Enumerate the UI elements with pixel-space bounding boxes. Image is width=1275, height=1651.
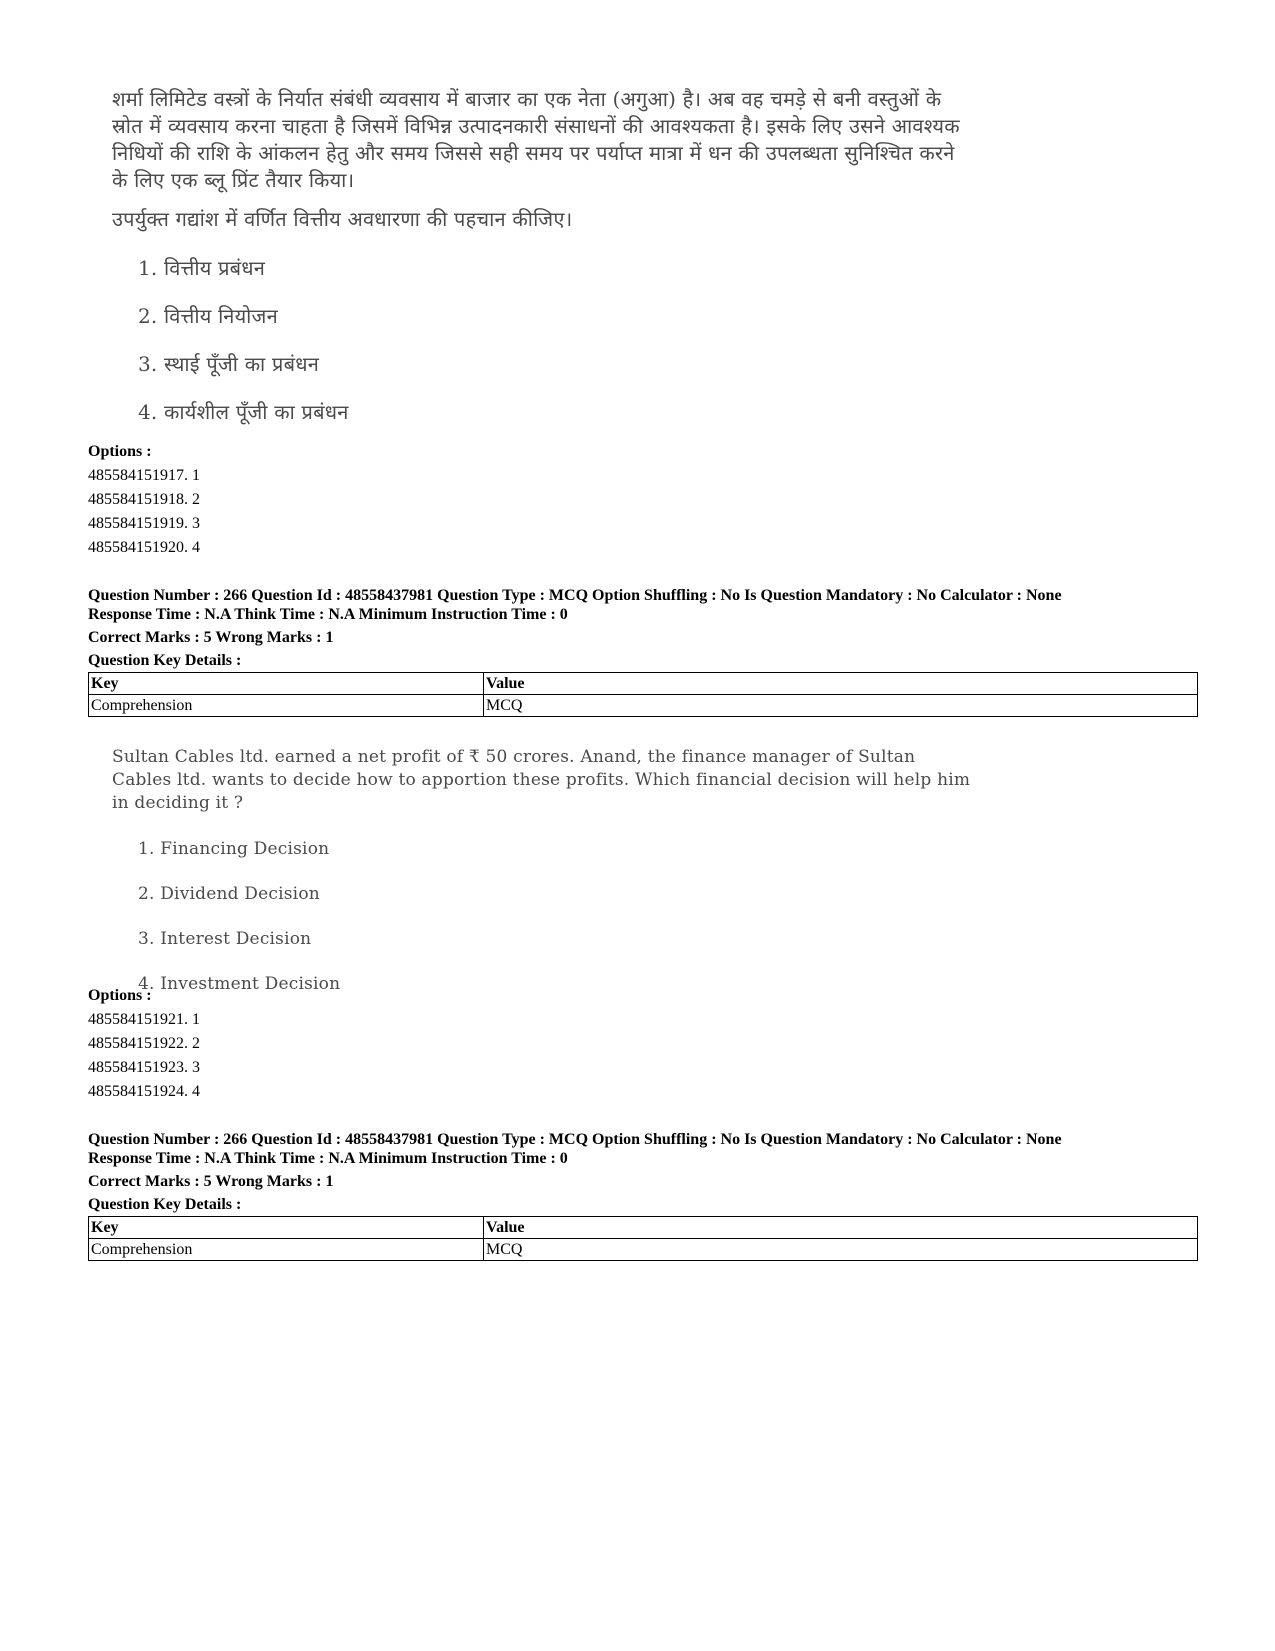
question-choice: 4. कार्यशील पूँजी का प्रबंधन — [138, 400, 349, 424]
question-meta — [88, 586, 1198, 717]
table-cell-key: Comprehension — [89, 1239, 484, 1261]
marks-line: Correct Marks : 5 Wrong Marks : 1 — [88, 1173, 334, 1190]
question-choice: 4. Investment Decision — [138, 974, 341, 994]
table-cell-value: MCQ — [484, 1239, 1198, 1261]
options-block — [88, 440, 1198, 560]
option-item: 485584151922. 2 — [88, 1035, 200, 1052]
table-row — [89, 1239, 1198, 1261]
key-details-table — [88, 1216, 1198, 1261]
key-details-heading: Question Key Details : — [88, 652, 242, 669]
table-header-key: Key — [89, 1217, 484, 1239]
option-item: 485584151923. 3 — [88, 1059, 200, 1076]
question-meta-line: Question Number : 266 Question Id : 48558437981 Question Type : MCQ Option Shuffling : No Is Question Mandatory : No Calculator : None — [88, 587, 1062, 604]
key-details-table — [88, 672, 1198, 717]
question-meta-line: Question Number : 266 Question Id : 48558437981 Question Type : MCQ Option Shuffling : No Is Question Mandatory : No Calculator : None — [88, 1131, 1062, 1148]
question-image-hindi — [112, 86, 962, 425]
table-cell-key: Comprehension — [89, 695, 484, 717]
table-header-key: Key — [89, 673, 484, 695]
option-item: 485584151918. 2 — [88, 491, 200, 508]
question-prompt: उपर्युक्त गद्यांश में वर्णित वित्तीय अवधारणा की पहचान कीजिए। — [112, 207, 573, 231]
table-row — [89, 695, 1198, 717]
question-image-english — [112, 746, 972, 995]
options-heading: Options : — [88, 987, 152, 1004]
table-header-value: Value — [484, 673, 1198, 695]
question-paragraph: शर्मा लिमिटेड वस्त्रों के निर्यात संबंधी व्यवसाय में बाजार का एक नेता (अगुआ) है। अब वह चमड़े से बनी वस्तुओं के स्रोत में व्यवसाय करना चाहता है जिसमें विभिन्न उत्पादनकारी संसाधनों की आवश्यकता है। इसके लिए उसने आवश्यक निधियों की राशि के आंकलन हेतु और समय जिससे सही समय पर पर्याप्त मात्रा में धन की उपलब्धता सुनिश्चित करने के लिए एक ब्लू प्रिंट तैयार किया। — [112, 87, 960, 192]
marks-line: Correct Marks : 5 Wrong Marks : 1 — [88, 629, 334, 646]
question-choice: 1. वित्तीय प्रबंधन — [138, 256, 266, 280]
option-item: 485584151924. 4 — [88, 1083, 200, 1100]
table-header-row — [89, 1217, 1198, 1239]
question-choice: 3. स्थाई पूँजी का प्रबंधन — [138, 352, 319, 376]
question-choice: 3. Interest Decision — [138, 929, 312, 949]
question-paragraph: Sultan Cables ltd. earned a net profit of ₹ 50 crores. Anand, the finance manager of Sultan Cables ltd. wants to decide how to apportion these profits. Which financial decision will help him in deciding it ? — [112, 747, 971, 813]
option-item: 485584151917. 1 — [88, 467, 200, 484]
option-item: 485584151920. 4 — [88, 539, 200, 556]
key-details-heading: Question Key Details : — [88, 1196, 242, 1213]
table-header-value: Value — [484, 1217, 1198, 1239]
question-meta-line: Response Time : N.A Think Time : N.A Minimum Instruction Time : 0 — [88, 606, 568, 623]
table-header-row — [89, 673, 1198, 695]
table-cell-value: MCQ — [484, 695, 1198, 717]
question-meta-line: Response Time : N.A Think Time : N.A Minimum Instruction Time : 0 — [88, 1150, 568, 1167]
options-block — [88, 984, 1198, 1104]
question-choice: 1. Financing Decision — [138, 839, 330, 859]
option-item: 485584151921. 1 — [88, 1011, 200, 1028]
question-choice: 2. वित्तीय नियोजन — [138, 304, 278, 328]
options-heading: Options : — [88, 443, 152, 460]
question-choice: 2. Dividend Decision — [138, 884, 320, 904]
option-item: 485584151919. 3 — [88, 515, 200, 532]
question-meta — [88, 1130, 1198, 1261]
